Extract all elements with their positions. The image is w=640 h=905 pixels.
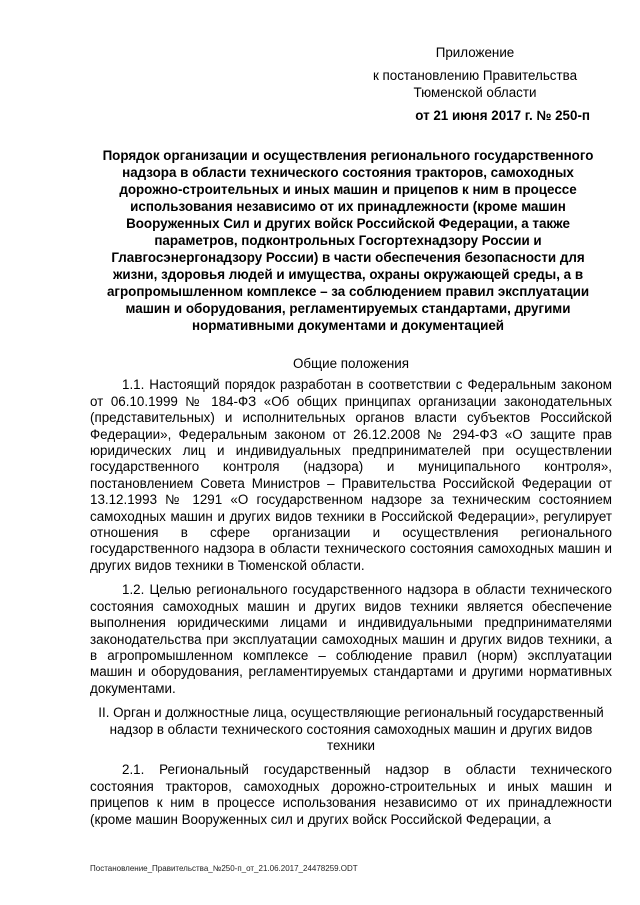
appendix-block (360, 44, 590, 124)
appendix-region-line: Тюменской области (413, 85, 537, 100)
paragraph-1-1: 1.1. Настоящий порядок разработан в соответствии с Федеральным законом от 06.10.1999 № 184-ФЗ «Об общих принципах организации законодательных (представительных) и исполнительных органов власти субъектов Российской Федерации», Федеральным законом от 26.12.2008 № 294-ФЗ «О защите прав юридических лиц и индивидуальных предпринимателей при осуществлении государственного контроля (надзора) и муниципального контроля», постановлением Совета Министров – Правительства Российской Федерации от 13.12.1993 № 1291 «О государственном надзоре за техническим состоянием самоходных машин и других видов техники в Российской Федерации», регулирует отношения в сфере организации и осуществления регионального государственного надзора в области технического состояния самоходных машин и других видов техники в Тюменской области. (90, 377, 612, 573)
paragraph-2-1: 2.1. Региональный государственный надзор в области технического состояния тракторов, самоходных дорожно-строительных и иных машин и прицепов к ним в процессе использования независимо от их принадлежности (кроме машин Вооруженных сил и других войск Российской Федерации, а (90, 762, 612, 827)
document-body (90, 356, 612, 828)
section-heading-organ: II. Орган и должностные лица, осуществляющие региональный государственный надзор в области технического состояния самоходных машин и других видов техники (98, 705, 604, 753)
appendix-label: Приложение (435, 45, 515, 60)
file-footer: Постановление_Правительства_№250-п_от_21.06.2017_24478259.ODT (90, 864, 358, 873)
appendix-decree-line: к постановлению Правительства (372, 68, 578, 83)
section-heading-general: Общие положения (293, 356, 409, 371)
paragraph-1-2: 1.2. Целью регионального государственного надзора в области технического состояния самоходных машин и других видов техники является обеспечение выполнения юридическими лицами и индивидуальными предпринимателями законодательства при эксплуатации самоходных машин и других видов техники, а в агропромышленном комплексе – соблюдение правил (норм) эксплуатации машин и оборудования, регламентируемых стандартами и другими нормативных документами. (90, 582, 612, 696)
appendix-date: от 21 июня 2017 г. № 250-п (415, 108, 590, 123)
document-title: Порядок организации и осуществления регионального государственного надзора в области технического состояния тракторов, самоходных дорожно-строительных и иных машин и прицепов к ним в процессе использования независимо от их принадлежности (кроме машин Вооруженных Сил и других войск Российской Федерации, а также параметров, подконтрольных Госгортехнадзору России и Главгосэнергонадзору России) в части обеспечения безопасности для жизни, здоровья людей и имущества, охраны окружающей среды, а в агропромышленном комплексе – за соблюдением правил эксплуатации машин и оборудования, регламентируемых стандартами, другими нормативными документами и документацией (102, 148, 594, 333)
